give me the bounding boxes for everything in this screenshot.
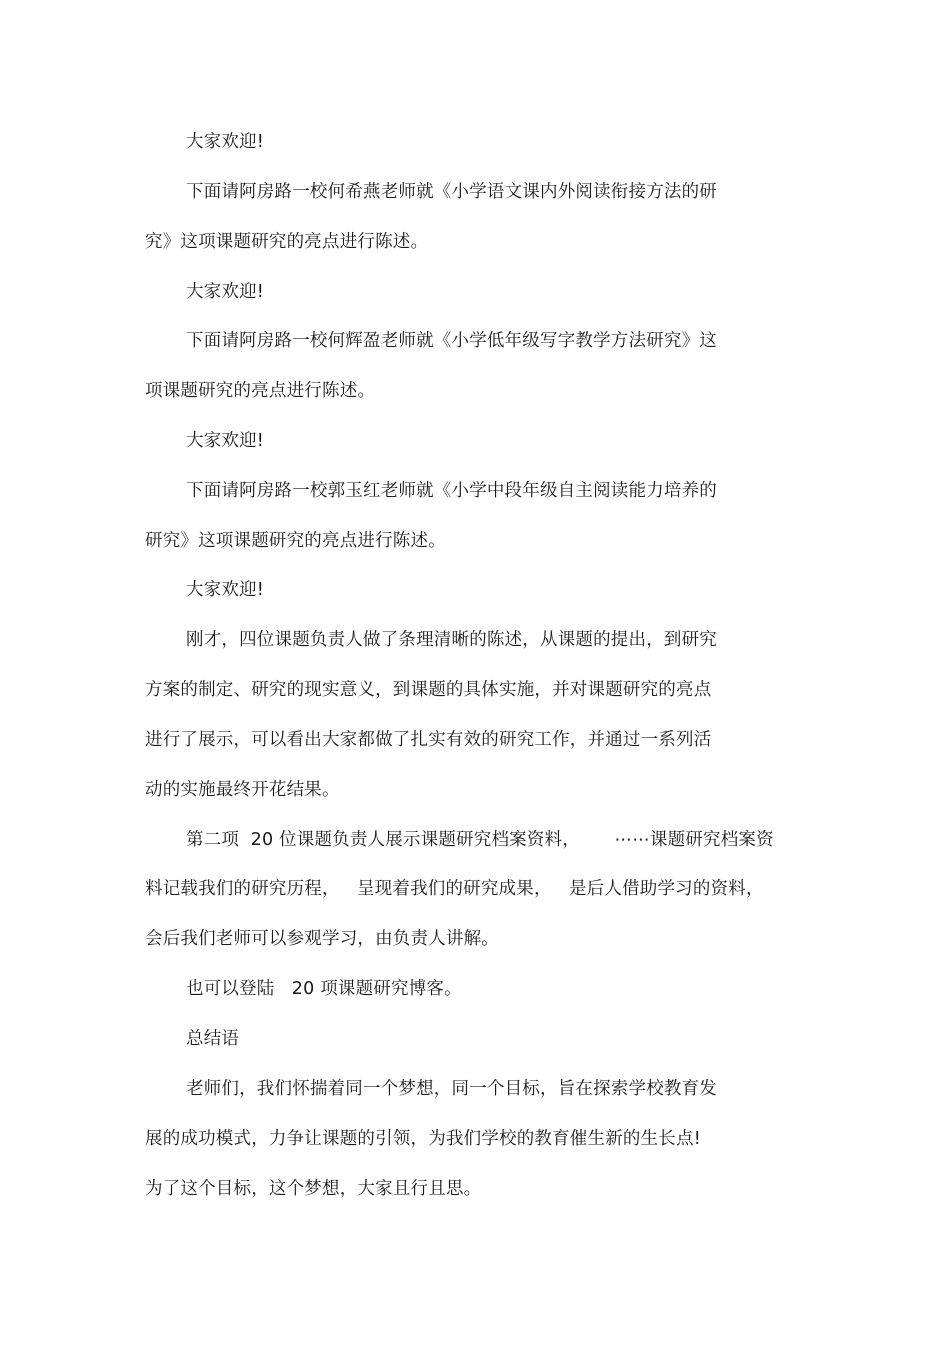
text-line: 展的成功模式，力争让课题的引领，为我们学校的教育催生新的生长点! (145, 1129, 701, 1149)
text-line: 大家欢迎! (186, 431, 265, 451)
text-line: 也可以登陆 20 项课题研究博客。 (186, 979, 462, 999)
text-line: 老师们，我们怀揣着同一个梦想，同一个目标，旨在探索学校教育发 (186, 1079, 717, 1099)
text-line: 大家欢迎! (186, 282, 265, 302)
text-line: 进行了展示，可以看出大家都做了扎实有效的研究工作，并通过一系列活 (145, 730, 712, 750)
text-line: 项课题研究的亮点进行陈述。 (145, 381, 376, 401)
text-line: 方案的制定、研究的现实意义，到课题的具体实施，并对课题研究的亮点 (145, 680, 712, 700)
text-line: 大家欢迎! (186, 132, 265, 152)
text-line: 研究》这项课题研究的亮点进行陈述。 (145, 531, 446, 551)
text-line: 会后我们老师可以参观学习，由负责人讲解。 (145, 929, 499, 949)
text-line: 为了这个目标，这个梦想，大家且行且思。 (145, 1179, 482, 1199)
text-line: 下面请阿房路一校何辉盈老师就《小学低年级写字教学方法研究》这 (186, 331, 717, 351)
text-line: 刚才，四位课题负责人做了条理清晰的陈述，从课题的提出，到研究 (186, 630, 717, 650)
section-heading: 总结语 (186, 1029, 240, 1049)
text-line: 料记载我们的研究历程， 呈现着我们的研究成果， 是后人借助学习的资料， (145, 879, 764, 899)
text-line: 大家欢迎! (186, 580, 265, 600)
text-line: 下面请阿房路一校何希燕老师就《小学语文课内外阅读衔接方法的研 (186, 182, 717, 202)
text-line: 究》这项课题研究的亮点进行陈述。 (145, 232, 429, 252)
text-line: 动的实施最终开花结果。 (145, 780, 340, 800)
text-line: 第二项 20 位课题负责人展示课题研究档案资料， ⋯⋯课题研究档案资 (186, 830, 774, 850)
text-line: 下面请阿房路一校郭玉红老师就《小学中段年级自主阅读能力培养的 (186, 481, 717, 501)
